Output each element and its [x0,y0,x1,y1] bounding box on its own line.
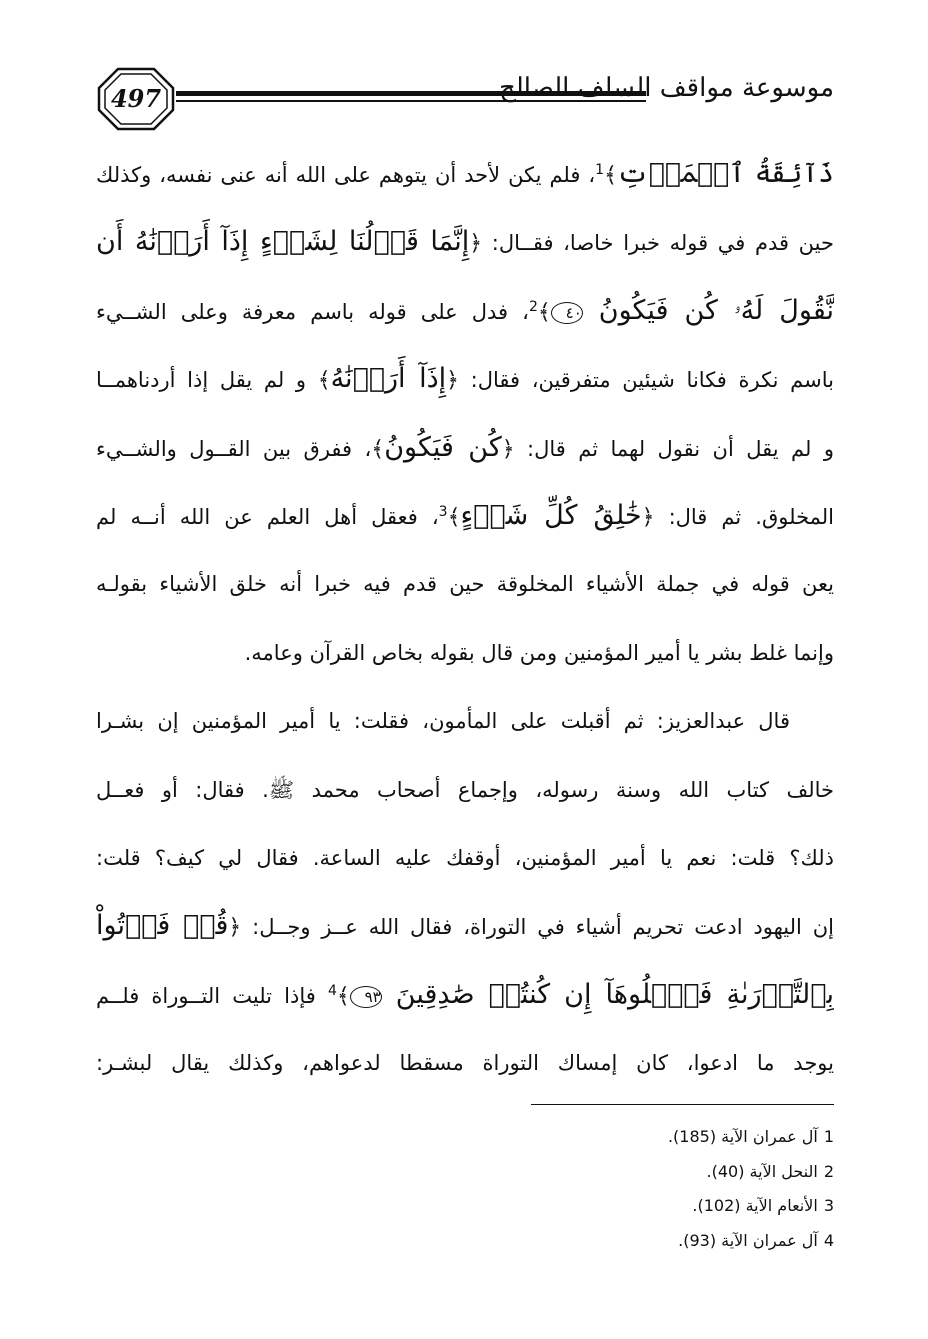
footnote-number: 3 [823,1196,834,1216]
footnotes [500,1120,834,1258]
text-line [96,550,834,618]
text-run: إن اليهود ادعت تحريم أشياء في التوراة، فقال الله عــز وجــل: [241,915,834,940]
ornate-bracket: ﴾ [317,368,331,394]
quran-quote: خَٰلِقُ كُلِّ شَيۡءٍ [460,499,642,531]
text-line [96,961,834,1029]
text-run: حين قدم في قوله خبرا خاصا، فقــال: [482,231,834,256]
text-run: ، ففرق بين القــول والشــيء [96,436,372,461]
text-line [96,482,834,550]
quran-quote: نَّقُولَ لَهُۥ كُن فَيَكُونُ [582,294,834,326]
ornate-bracket: ﴿ [446,368,459,394]
text-line [96,1029,834,1097]
page-header [96,66,834,132]
quran-quote: إِذَآ أَرَدۡنَٰهُ [330,363,447,395]
verse-number-marker: ٩٣ [350,986,382,1008]
quran-quote: إِنَّمَا قَوۡلُنَا لِشَيۡءٍ إِذَآ أَرَدۡنَٰهُ أَن [96,226,470,258]
footnote-number: 4 [823,1230,834,1250]
body-text [96,140,834,1097]
ornate-bracket: ﴾ [447,504,461,530]
footnote [500,1120,834,1155]
footnote-text: آل عمران الآية (93). [678,1230,818,1250]
text-run: ، فلم يكن لأحد أن يتوهم على الله أنه عنى نفسه، وكذلك [96,163,596,187]
text-run: باسم نكرة فكانا شيئين متفرقين، فقال: [459,368,834,393]
quran-quote: قُلۡ فَأۡتُواْ [96,910,229,942]
text-run: و لم يقل أن نقول لهما ثم قال: [514,436,834,461]
footnote [500,1155,834,1190]
text-run: خالف كتاب الله وسنة رسوله، وإجماع أصحاب محمد ﷺ. فقال: أو فعــل [96,777,834,802]
ornate-bracket: ﴾ [537,299,551,325]
text-line [96,619,834,687]
ornate-bracket: ﴿ [501,436,515,462]
verse-number-marker: ٤٠ [551,302,583,324]
text-line [96,687,834,755]
page-number-badge [96,66,176,132]
text-run: قال عبدالعزيز: ثم أقبلت على المأمون، فقلت: يا أمير المؤمنين إن بشـرا [96,709,790,734]
footnote-number: 1 [823,1127,834,1146]
ornate-bracket: ﴾ [336,983,350,1009]
footnote-ref: 3 [438,503,448,520]
text-line [96,414,834,482]
text-run: يوجد ما ادعوا، كان إمساك التوراة مسقطا لدعواهم، وكذلك يقال لبشـر: [96,1051,834,1076]
quran-quote: بِٱلتَّوۡرَىٰةِ فَٱتۡلُوهَآ إِن كُنتُمۡ صَٰدِقِينَ [381,978,834,1010]
ornate-bracket: ﴾ [604,163,617,188]
text-run: وإنما غلط بشر يا أمير المؤمنين ومن قال بقوله بخاص القرآن وعامه. [244,640,834,665]
footnote [500,1189,834,1224]
page-number: 497 [110,84,162,113]
text-run: و لم يقل إذا أردناهمــا [96,368,318,393]
footnote-ref: 2 [528,298,538,315]
footnote-text: النحل الآية (40). [706,1161,818,1181]
quran-quote: ذَآئِقَةُ ٱلۡمَوۡتِ [616,158,834,189]
text-line [96,824,834,892]
footnote-ref: 1 [595,162,605,178]
text-line [96,277,834,345]
text-run: ذلك؟ قلت: نعم يا أمير المؤمنين، أوقفك عليه الساعة. فقال لي كيف؟ قلت: [96,845,834,870]
text-line [96,140,834,208]
text-run: ، فدل على قوله باسم معرفة وعلى الشــيء [96,299,529,324]
quran-quote: كُن فَيَكُونُ [384,431,502,463]
ornate-bracket: ﴿ [469,231,483,257]
footnote-number: 2 [823,1161,834,1181]
ornate-bracket: ﴿ [641,504,655,530]
book-title: موسوعة مواقف السلف الصالح [499,73,834,103]
footnote-text: الأنعام الآية (102). [692,1196,818,1216]
text-line [96,208,834,276]
text-line [96,756,834,824]
ornate-bracket: ﴿ [228,915,242,941]
footnote [500,1224,834,1259]
text-run: فإذا تليت التــوراة فلــم [96,983,328,1008]
text-line [96,892,834,960]
text-run: المخلوق. ثم قال: [654,504,834,529]
text-run: يعن قوله في جملة الأشياء المخلوقة حين قدم فيه خبرا أنه خلق الأشياء بقولـه [96,572,834,597]
footnote-text: آل عمران الآية (185). [667,1127,818,1146]
footnote-separator [531,1104,834,1105]
text-run: ، فعقل أهل العلم عن الله أنــه لم [96,504,439,529]
ornate-bracket: ﴾ [371,436,385,462]
text-line [96,345,834,413]
footnote-ref: 4 [327,982,337,999]
